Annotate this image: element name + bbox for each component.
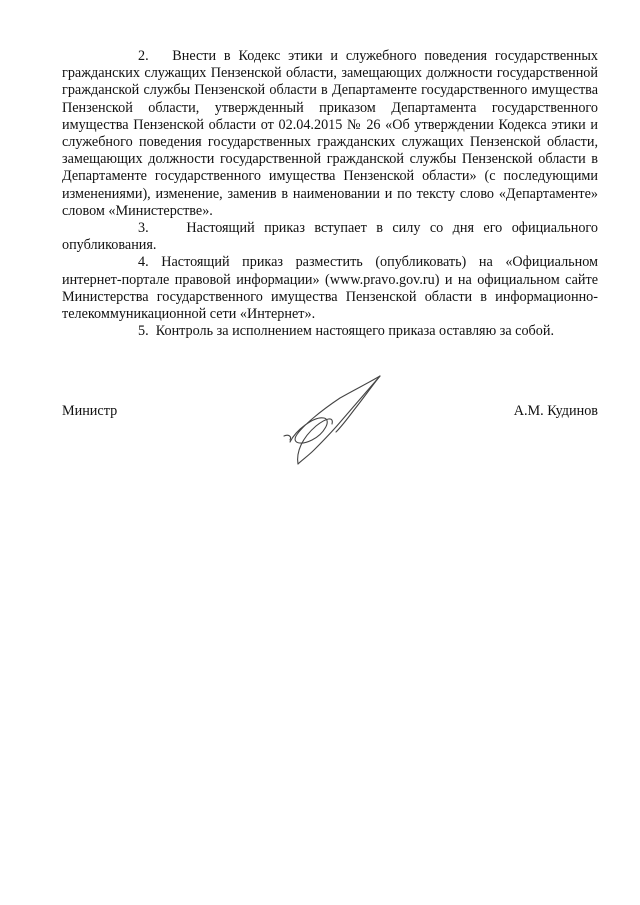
signatory-name: А.М. Кудинов (513, 403, 598, 419)
paragraph-3 (62, 220, 598, 254)
paragraph-number: 5. (138, 323, 149, 340)
paragraph-number: 4. (138, 254, 149, 271)
handwritten-signature-icon (262, 370, 392, 470)
paragraph-5 (62, 323, 598, 340)
paragraph-text: Настоящий приказ вступает в силу со дня его официального опубликования. (62, 220, 598, 254)
paragraph-text: Настоящий приказ разместить (опубликовать) на «Официальном интернет-портале правовой информации» (www.pravo.gov.ru) и на официальном сайте Министерства государственного имущества Пензенской области в информационно-телекоммуникационной сети «Интернет». (62, 254, 599, 323)
signatory-role: Министр (62, 403, 118, 419)
paragraph-number: 2. (138, 48, 149, 64)
paragraph-4 (62, 254, 598, 323)
paragraph-text: Внести в Кодекс этики и служебного поведения государственных гражданских служащих Пензенской области, замещающих должности государственной гражданской службы Пензенской области в Департаменте государственного имущества Пензенской области, утвержденный приказом Департамента государственного имущества Пензенской области от 02.04.2015 № 26 «Об утверждении Кодекса этики и служебного поведения государственных гражданских служащих Пензенской области, замещающих должности государственной гражданской службы Пензенской области в Департаменте государственного имущества Пензенской области» (с последующими изменениями), изменение, заменив в наименовании и по тексту слово «Департаменте» словом «Министерстве». (62, 48, 598, 219)
paragraph-number: 3. (138, 220, 149, 237)
paragraph-2 (62, 48, 598, 220)
document-body (62, 48, 598, 340)
paragraph-text: Контроль за исполнением настоящего приказа оставляю за собой. (155, 323, 555, 340)
